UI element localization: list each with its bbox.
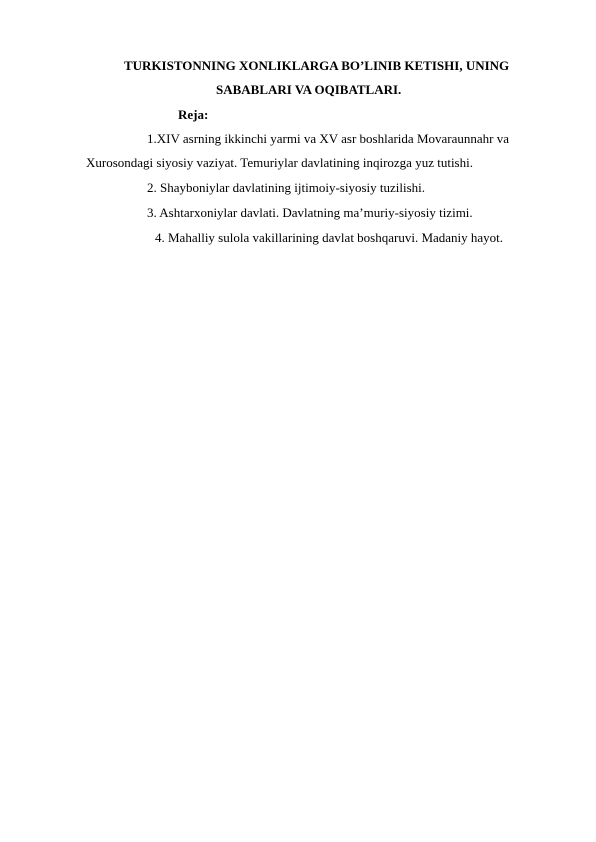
document-title-line-2: SABABLARI VA OQIBATLARI. [216,82,402,97]
document-title-line-1: TURKISTONNING XONLIKLARGA BO’LINIB KETISHI, UNING [124,58,510,73]
plan-item-2: 2. Shayboniylar davlatining ijtimoiy-siyosiy tuzilishi. [147,180,426,195]
plan-item-3: 3. Ashtarxoniylar davlati. Davlatning ma’muriy-siyosiy tizimi. [147,205,473,220]
plan-item-4: 4. Mahalliy sulola vakillarining davlat boshqaruvi. Madaniy hayot. [155,230,504,245]
plan-item-1-line-1: 1.XIV asrning ikkinchi yarmi va XV asr boshlarida Movaraunnahr va [147,131,509,146]
plan-heading: Reja: [178,107,209,122]
plan-item-1-line-2: Xurosondagi siyosiy vaziyat. Temuriylar davlatining inqirozga yuz tutishi. [86,155,473,170]
